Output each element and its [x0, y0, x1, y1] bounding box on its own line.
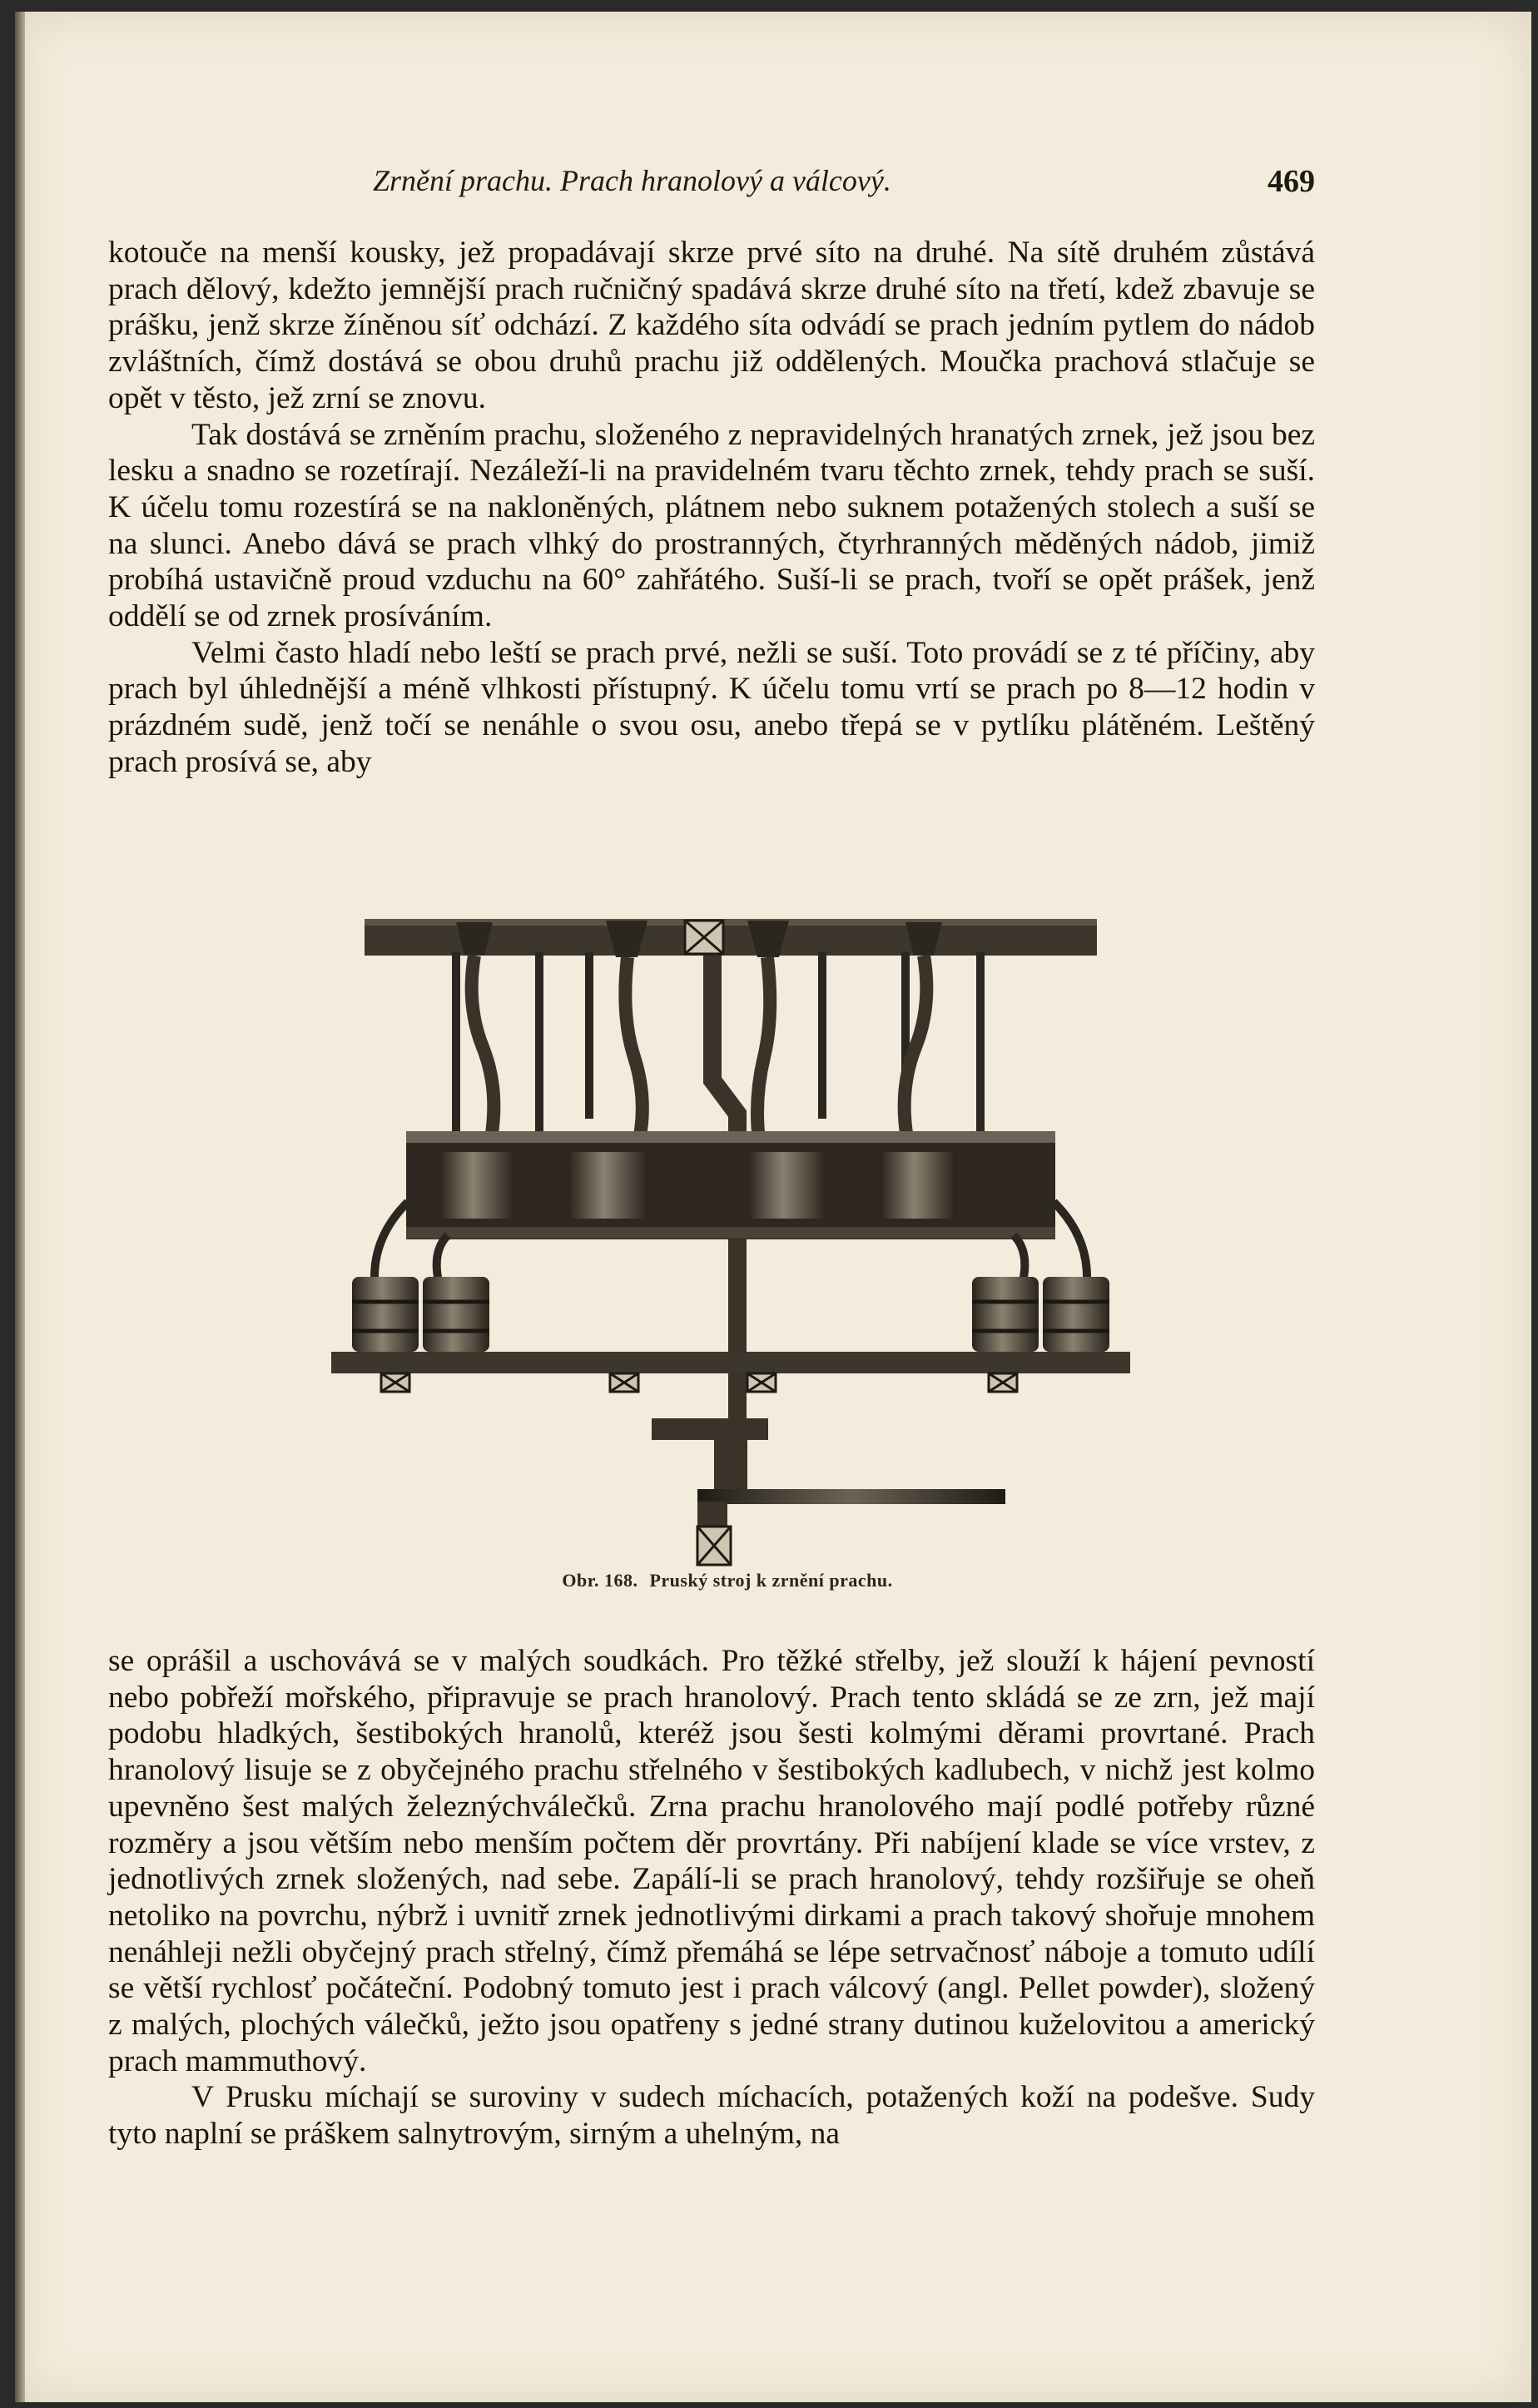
paragraph: kotouče na menší kousky, jež propadávají skrze prvé síto na druhé. Na sítě druhém zůstává prach dělový, kdežto jemnější prach ručničný spadává skrze druhé síto na třetí, kdež zbavuje se prášku, jenž skrze žíněnou síť odchází. Z každého síta odvádí se prach jedním pytlem do nádob zvláštních, čímž dostává se obou druhů prachu již oddělených. Moučka prachová stlačuje se opět v těsto, jež zrní se znovu. [108, 236, 1315, 415]
caption-number: Obr. 168. [562, 1570, 638, 1591]
caption-text: Pruský stroj k zrnění prachu. [649, 1570, 893, 1591]
lower-beam [331, 1352, 1130, 1373]
page-header [108, 163, 1315, 201]
paragraph: se oprášil a uschovává se v malých soudkách. Pro těžké střelby, jež slouží k hájení pevností nebo pobřeží mořského, připravuje se prach hranolový. Prach tento skládá se ze zrn, jež mají podobu hladkých, šestibokých hranolů, kteréž jsou šesti kolmými děrami provrtané. Prach hranolový lisuje se z obyčejného prachu střelného v šestibokých kadlubech, v nichž jest kolmo upevněno šest malých železnýchválečků. Zrna prachu hranolového mají podlé potřeby různé rozměry a jsou větším nebo menším počtem děr provrtány. Při nabíjení klade se více vrstev, z jednotlivých zrnek složených, nad sebe. Zapálí-li se prach hranolový, tehdy rozšiřuje se oheň netoliko na povrchu, nýbrž i uvnitř zrnek jednotlivými dirkami a prach takový shořuje mnohem nenáhleji nežli obyčejný prach střelný, čímž přemáhá se lépe setrvačnosť náboje a tomuto udílí se větší rychlosť počáteční. Podobný tomuto jest i prach válcový (angl. Pellet powder), složený z malých, plochých válečků, ježto jsou opatřeny s jedné strany dutinou kuželovitou a americký prach mammuthový. [108, 1644, 1315, 2078]
paragraph: Tak dostává se zrněním prachu, složeného z nepravidelných hranatých zrnek, jež jsou bez lesku a snadno se rozetírají. Nezáleží-li na pravidelném tvaru těchto zrnek, tehdy prach se suší. K účelu tomu rozestírá se na nakloněných, plátnem nebo suknem potažených stolech a suší se na slunci. Anebo dává se prach vlhký do prostranných, čtyrhranných měděných nádob, jimiž probíhá ustavičně proud vzduchu na 60° zahřátého. Suší-li se prach, tvoří se opět prášek, jenž oddělí se od zrnek prosíváním. [108, 417, 1315, 634]
page-binding-edge [15, 12, 25, 2402]
top-bearing [685, 921, 723, 954]
running-title: Zrnění prachu. Prach hranolový a válcový. [373, 164, 891, 197]
drive-bracket [652, 1418, 768, 1440]
body-text-top [108, 235, 1315, 781]
drive-shaft [697, 1489, 1005, 1504]
paragraph: V Prusku míchají se suroviny v sudech míchacích, potažených koží na podešve. Sudy tyto naplní se práškem salnytrovým, sirným a uhelným, na [108, 2080, 1315, 2152]
machine-engraving [331, 902, 1130, 1568]
body-text-bottom [108, 1643, 1315, 2152]
book-page [15, 12, 1531, 2402]
figure-caption [331, 1570, 1130, 1591]
base-bearing [697, 1527, 731, 1565]
lower-bearings [381, 1373, 1017, 1392]
page-number: 469 [1268, 164, 1315, 199]
paragraph: Velmi často hladí nebo leští se prach prvé, nežli se suší. Toto provádí se z té příčiny, aby prach byl úhlednější a méně vlhkosti přístupný. K účelu tomu vrtí se prach po 8—12 hodin v prázdném sudě, jenž točí se nenáhle o svou osu, anebo třepá se v pytlíku plátěném. Leštěný prach prosívá se, aby [108, 635, 1315, 779]
